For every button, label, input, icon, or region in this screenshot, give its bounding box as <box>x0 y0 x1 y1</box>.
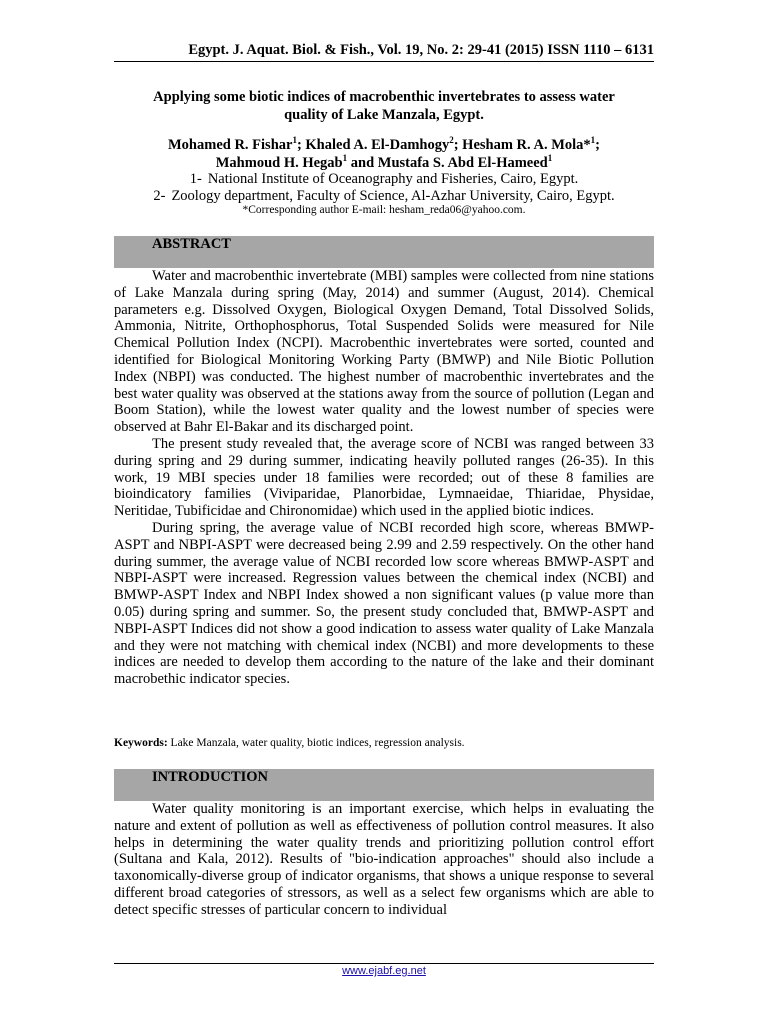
title-line-1: Applying some biotic indices of macrobenthic invertebrates to assess water <box>153 89 615 105</box>
author-separator: ; <box>595 137 600 153</box>
affiliation-marker: 1 <box>292 135 297 146</box>
author-name: and Mustafa S. Abd El-Hameed <box>347 155 548 171</box>
keywords-label: Keywords: <box>114 737 168 749</box>
keywords <box>114 737 654 749</box>
affiliation-marker: 1 <box>547 153 553 164</box>
affiliation-text: Zoology department, Faculty of Science, Al-Azhar University, Cairo, Egypt. <box>171 188 615 204</box>
affiliation-text: National Institute of Oceanography and Fisheries, Cairo, Egypt. <box>207 171 579 187</box>
author-name: Mahmoud H. Hegab <box>215 155 343 171</box>
affiliation-1 <box>114 171 654 188</box>
affiliation-marker: 1 <box>342 153 348 164</box>
abstract-paragraph: The present study revealed that, the average score of NCBI was ranged between 33 during spring and 29 during summer, indicating heavily polluted ranges (26-35). In this work, 19 MBI species under 18 families were recorded; out of these 8 families are bioindicatory families (Viviparidae, Planorbidae, Lymnaeidae, Thiaridae, Physidae, Neritidae, Tubificidae and Chironomidae) which used in the applied biotic indices. <box>114 435 654 520</box>
corresponding-author: *Corresponding author E-mail: hesham_reda06@yahoo.com. <box>242 204 526 216</box>
affiliation-number: 1- <box>189 171 202 187</box>
author-list <box>114 136 654 172</box>
author-line-1 <box>114 136 654 154</box>
footer-rule <box>114 963 654 964</box>
affiliation-marker: 1 <box>590 135 596 146</box>
abstract-body <box>114 268 654 688</box>
author-name: Mohamed R. Fishar <box>167 137 293 153</box>
abstract-paragraph: During spring, the average value of NCBI recorded high score, whereas BMWP-ASPT and NBPI-ASPT were decreased being 2.99 and 2.59 respectively. On the other hand during summer, the average value of NCBI recorded low score whereas BMWP-ASPT and NBPI-ASPT were increased. Regression values between the chemical index (NCBI) and BMWP-ASPT Index and NBPI Index showed a non significant values (p value more than 0.05) during spring and summer. So, the present study concluded that, BMWP-ASPT and NBPI-ASPT Indices did not show a good indication to assess water quality of Lake Manzala and they were not matching with chemical index (NCBI) and more developments to these indices are needed to develop them according to the nature of the lake and their dominant macrobethic indicator species. <box>114 519 654 688</box>
affiliation-number: 2- <box>153 188 166 204</box>
header-rule <box>114 61 654 62</box>
title-line-2: quality of Lake Manzala, Egypt. <box>284 107 484 123</box>
affiliation-2 <box>114 188 654 205</box>
affiliation-marker: 2 <box>449 135 454 146</box>
journal-website-link[interactable]: www.ejabf.eg.net <box>342 965 426 977</box>
journal-header: Egypt. J. Aquat. Biol. & Fish., Vol. 19, No. 2: 29-41 (2015) ISSN 1110 – 6131 <box>188 42 654 58</box>
paper-title <box>114 88 654 124</box>
introduction-body <box>114 801 654 919</box>
abstract-heading-bar <box>114 236 654 268</box>
author-name: ; Khaled A. El-Damhogy <box>296 137 450 153</box>
abstract-paragraph: Water and macrobenthic invertebrate (MBI) samples were collected from nine stations of Lake Manzala during spring (May, 2014) and summer (August, 2014). Chemical parameters e.g. Dissolved Oxygen, Biological Oxygen Demand, Total Dissolved Solids, Ammonia, Nitrite, Orthophosphorus, Total Suspended Solids were measured for Nile Chemical Pollution Index (NCPI). Macrobenthic invertebrates were sorted, counted and identified for Biological Monitoring Working Party (BMWP) and Nile Biotic Pollution Index (NBPI) was conducted. The highest number of macrobenthic invertebrates and the best water quality was observed at the stations away from the source of pollution (Legan and Boom Station), while the lowest water quality and the lowest number of species were observed at Bahr El-Bakar and its discharged point. <box>114 268 654 436</box>
abstract-heading: ABSTRACT <box>152 236 231 252</box>
keywords-text: Lake Manzala, water quality, biotic indices, regression analysis. <box>167 737 465 749</box>
introduction-paragraph: Water quality monitoring is an important exercise, which helps in evaluating the nature and extent of pollution as well as effectiveness of pollution control measures. It also helps in determining the water quality trends and prioritizing pollution control effort (Sultana and Kala, 2012). Results of "bio-indication approaches" should also include a taxonomically-diverse group of indicator organisms, that shows a unique response to several different broad categories of stressors, as well as a select few organisms which are able to detect specific stresses of particular concern to individual <box>114 801 654 918</box>
author-name: ; Hesham R. A. Mola* <box>453 137 591 153</box>
author-line-2 <box>114 154 654 172</box>
introduction-heading-bar <box>114 769 654 801</box>
introduction-heading: INTRODUCTION <box>152 769 269 785</box>
